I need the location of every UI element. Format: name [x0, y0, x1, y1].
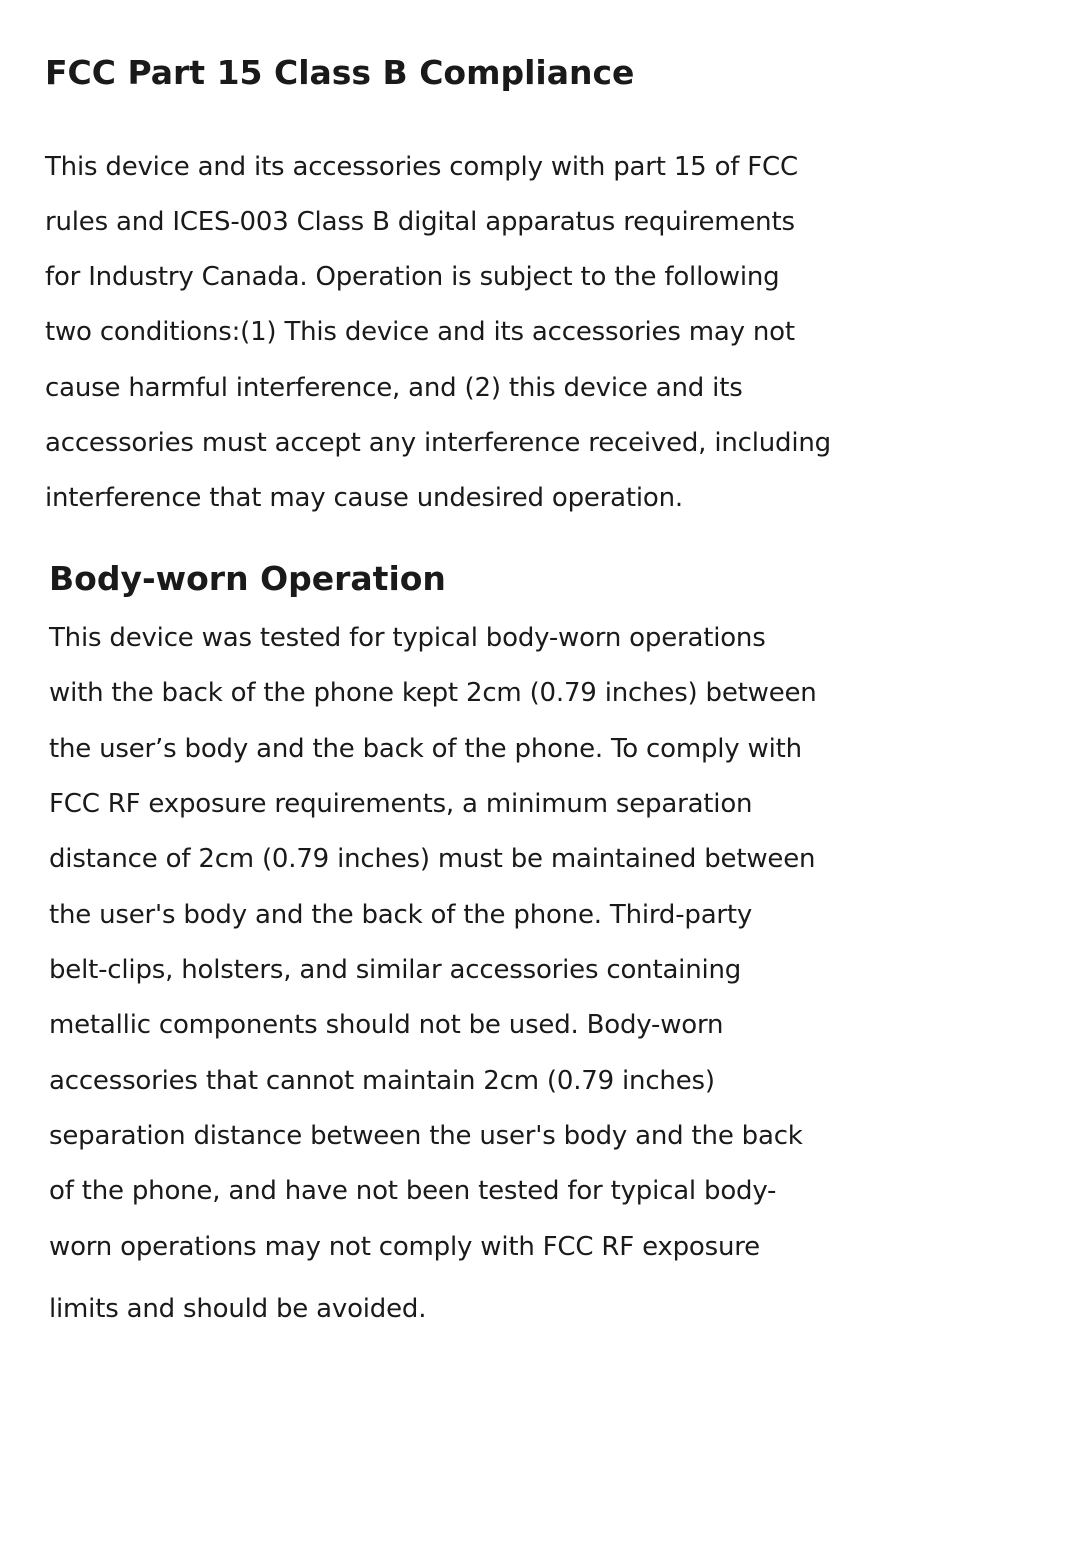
paragraph-line: rules and ICES-003 Class B digital apparatus requirements — [45, 207, 795, 237]
paragraph-line: the user's body and the back of the phone. Third-party — [49, 900, 753, 930]
section-heading-fcc-compliance: FCC Part 15 Class B Compliance — [45, 53, 635, 92]
paragraph-line: distance of 2cm (0.79 inches) must be maintained between — [49, 844, 816, 874]
paragraph-line: the user’s body and the back of the phone. To comply with — [49, 734, 802, 764]
paragraph-line: This device and its accessories comply with part 15 of FCC — [45, 152, 798, 182]
paragraph-line: accessories must accept any interference received, including — [45, 428, 831, 458]
paragraph-line: two conditions:(1) This device and its accessories may not — [45, 317, 795, 347]
paragraph-line: worn operations may not comply with FCC RF exposure — [49, 1232, 760, 1262]
paragraph-line: of the phone, and have not been tested for typical body- — [49, 1176, 777, 1206]
paragraph-line: with the back of the phone kept 2cm (0.79 inches) between — [49, 678, 817, 708]
paragraph-line: This device was tested for typical body-worn operations — [49, 623, 766, 653]
section-heading-body-worn-operation: Body-worn Operation — [49, 559, 446, 598]
paragraph-line: limits and should be avoided. — [49, 1294, 427, 1324]
paragraph-line: belt-clips, holsters, and similar accessories containing — [49, 955, 742, 985]
paragraph-line: for Industry Canada. Operation is subject to the following — [45, 262, 780, 292]
paragraph-line: FCC RF exposure requirements, a minimum separation — [49, 789, 753, 819]
paragraph-line: accessories that cannot maintain 2cm (0.79 inches) — [49, 1066, 715, 1096]
paragraph-line: separation distance between the user's body and the back — [49, 1121, 803, 1151]
paragraph-line: metallic components should not be used. Body-worn — [49, 1010, 724, 1040]
paragraph-line: interference that may cause undesired operation. — [45, 483, 683, 513]
paragraph-line: cause harmful interference, and (2) this device and its — [45, 373, 743, 403]
